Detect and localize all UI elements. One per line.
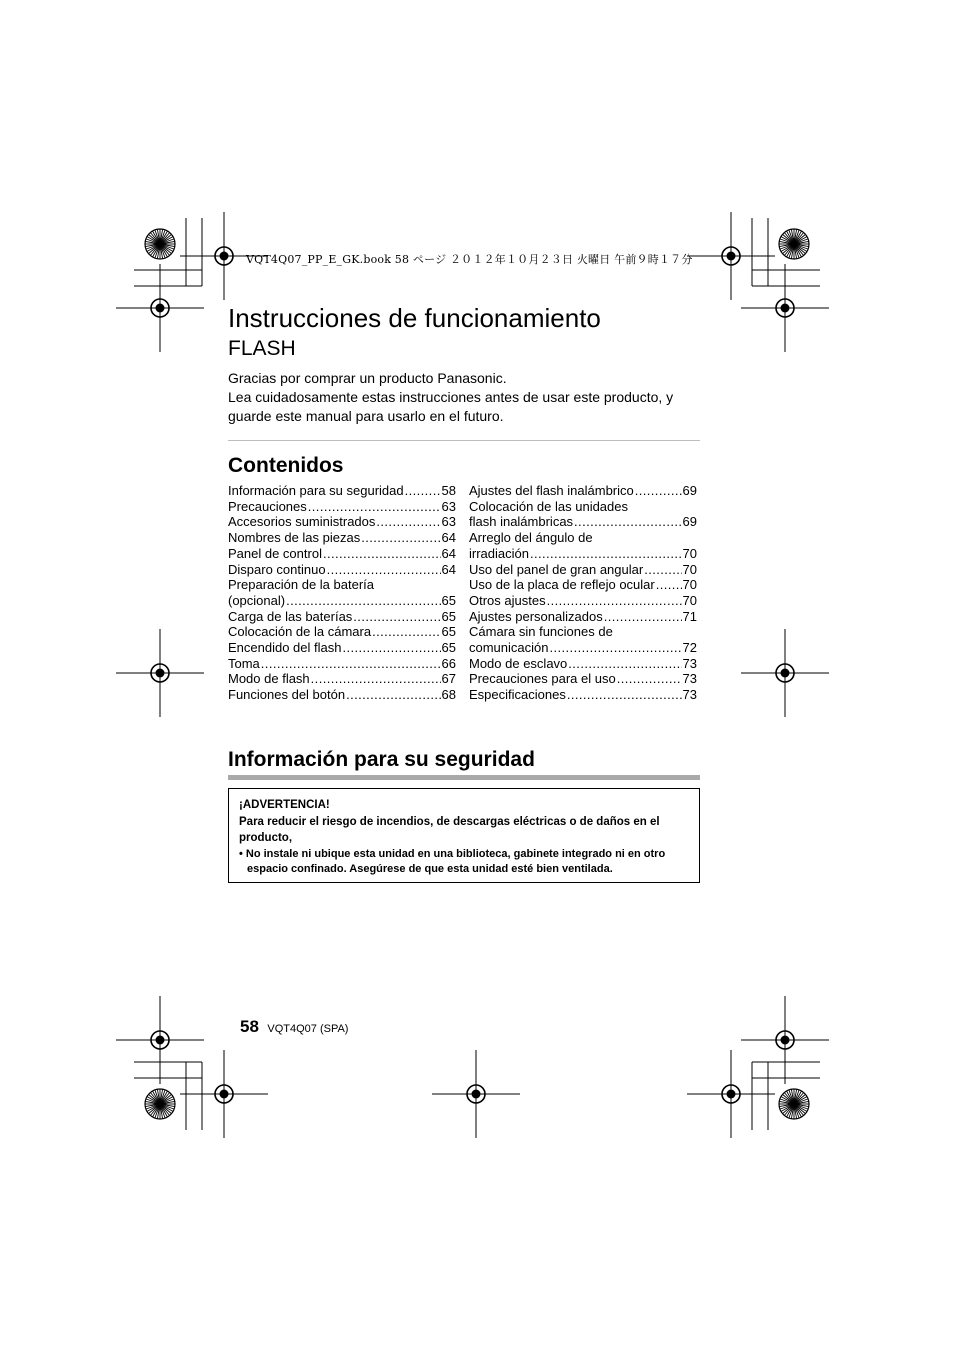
toc-entry-title-line: Cámara sin funciones de <box>469 624 613 640</box>
toc-entry-title: Información para su seguridad <box>228 483 404 498</box>
toc-leader-dots <box>604 609 682 625</box>
toc-column-right <box>469 483 697 703</box>
toc-leader-dots <box>574 514 681 530</box>
warning-title: ¡ADVERTENCIA! <box>239 799 330 811</box>
toc-entry-title: Modo de flash <box>228 671 310 687</box>
toc-leader-dots <box>617 671 682 687</box>
toc-entry-title: Funciones del botón <box>228 687 346 703</box>
crosshair-mark <box>180 1050 268 1138</box>
toc-entry-title: comunicación <box>469 640 549 656</box>
warning-bullet: • No instale ni ubique esta unidad en una biblioteca, gabinete integrado ni en otro espacio confinado. Asegúrese de que esta unidad esté bien ventilada. <box>239 847 666 875</box>
crosshair-mark <box>432 1050 520 1138</box>
toc-entry <box>228 687 456 703</box>
crosshair-mark <box>687 212 775 300</box>
toc-leader-dots <box>376 514 440 530</box>
crosshair-mark <box>741 996 829 1084</box>
toc-entry <box>228 483 456 499</box>
toc-entry-page: 70 <box>682 592 697 608</box>
toc-entry <box>228 530 456 546</box>
toc-entry-page: 63 <box>441 514 456 530</box>
toc-entry-title: Ajustes del flash inalámbrico <box>469 483 634 498</box>
toc-leader-dots <box>550 640 682 656</box>
toc-entry-title: Precauciones para el uso <box>469 671 616 687</box>
divider <box>228 440 700 441</box>
toc-entry-page: 65 <box>441 624 456 640</box>
toc-entry-title: Toma <box>228 655 260 671</box>
toc-entry-page: 66 <box>441 655 456 671</box>
toc-leader-dots <box>547 593 682 609</box>
toc-leader-dots <box>567 687 682 703</box>
warning-text: Para reducir el riesgo de incendios, de descargas eléctricas o de daños en el producto, <box>239 815 660 844</box>
toc-entry-page: 70 <box>682 577 697 593</box>
crosshair-mark <box>116 996 204 1084</box>
toc-entry <box>469 577 697 593</box>
toc-leader-dots <box>323 546 441 562</box>
starburst-mark <box>779 1089 809 1119</box>
toc-entry-title: irradiación <box>469 545 529 561</box>
toc-entry <box>469 656 697 672</box>
toc-entry <box>228 499 456 515</box>
toc-entry-title: Colocación de la cámara <box>228 624 372 640</box>
toc-entry <box>228 546 456 562</box>
toc-entry <box>469 687 697 703</box>
toc-entry-title: Disparo continuo <box>228 561 326 577</box>
toc-leader-dots <box>361 530 440 546</box>
toc-leader-dots <box>656 577 682 593</box>
page-title: Instrucciones de funcionamiento <box>228 303 601 333</box>
toc-entry-title-line: Colocación de las unidades <box>469 498 628 514</box>
toc-entry-page: 73 <box>682 687 697 703</box>
page-footer <box>240 1017 348 1037</box>
crosshair-mark <box>741 264 829 352</box>
toc-entry-page: 70 <box>682 561 697 577</box>
starburst-mark <box>145 229 175 259</box>
toc-entry-page: 64 <box>441 530 456 546</box>
toc-entry <box>469 562 697 578</box>
toc-entry-page: 72 <box>682 640 697 656</box>
toc-entry <box>228 593 456 609</box>
toc-entry-title: (opcional) <box>228 592 286 608</box>
toc-entry <box>469 483 697 499</box>
toc-leader-dots <box>346 687 440 703</box>
document-code: VQT4Q07 (SPA) <box>267 1023 349 1035</box>
toc-leader-dots <box>342 640 440 656</box>
toc-leader-dots <box>372 624 440 640</box>
toc-entry <box>228 656 456 672</box>
toc-leader-dots <box>568 656 681 672</box>
toc-entry <box>228 624 456 640</box>
toc-leader-dots <box>308 499 441 515</box>
starburst-mark <box>145 1089 175 1119</box>
toc-leader-dots <box>327 562 441 578</box>
toc-entry-page: 64 <box>441 545 456 561</box>
toc-entry-title: Precauciones <box>228 498 307 514</box>
toc-entry-page: 65 <box>441 640 456 656</box>
toc-entry <box>469 609 697 625</box>
print-header: VQT4Q07_PP_E_GK.book 58 ページ ２０１２年１０月２３日 火曜日 午前９時１７分 <box>246 253 693 266</box>
crosshair-mark <box>116 629 204 717</box>
toc-entry-title: Modo de esclavo <box>469 655 568 671</box>
toc-entry <box>469 671 697 687</box>
crosshair-mark <box>687 1050 775 1138</box>
toc-entry-title: Uso del panel de gran angular <box>469 561 644 577</box>
toc-leader-dots <box>311 671 441 687</box>
toc-leader-dots <box>644 562 681 578</box>
toc-entry-title: flash inalámbricas <box>469 514 574 530</box>
toc-entry <box>469 593 697 609</box>
crosshair-mark <box>116 264 204 352</box>
toc-entry-page: 58 <box>441 483 456 498</box>
toc-entry <box>469 546 697 562</box>
toc-entry-title-line: Preparación de la batería <box>228 577 374 593</box>
toc-entry-page: 71 <box>682 608 697 624</box>
toc-entry <box>469 640 697 656</box>
toc-entry-page: 73 <box>682 655 697 671</box>
toc-entry <box>228 640 456 656</box>
toc-leader-dots <box>530 546 682 562</box>
intro-line-1: Gracias por comprar un producto Panasonic. <box>228 370 507 386</box>
heading-underline <box>228 775 700 780</box>
toc-leader-dots <box>261 656 441 672</box>
toc-entry-title: Panel de control <box>228 545 322 561</box>
toc-entry-page: 69 <box>682 483 697 498</box>
toc-entry-page: 64 <box>441 561 456 577</box>
toc-entry <box>228 514 456 530</box>
safety-heading: Información para su seguridad <box>228 748 535 771</box>
toc-entry-title: Nombres de las piezas <box>228 530 361 546</box>
intro-line-2: Lea cuidadosamente estas instrucciones antes de usar este producto, y guarde este manual para usarlo en el futuro. <box>228 389 674 424</box>
page-number: 58 <box>240 1017 259 1036</box>
toc-leader-dots <box>405 483 441 499</box>
toc-entry-title: Ajustes personalizados <box>469 608 603 624</box>
toc-entry-page: 63 <box>441 498 456 514</box>
toc-entry-page: 65 <box>441 592 456 608</box>
warning-box <box>228 788 700 883</box>
product-name: FLASH <box>228 337 296 360</box>
toc-entry-title: Carga de las baterías <box>228 608 353 624</box>
toc-entry <box>228 671 456 687</box>
toc-entry-title: Otros ajustes <box>469 592 546 608</box>
intro-text <box>228 369 708 426</box>
toc-entry <box>469 514 697 530</box>
toc-entry-page: 69 <box>682 514 697 530</box>
crosshair-mark <box>741 629 829 717</box>
starburst-mark <box>779 229 809 259</box>
toc-entry-title: Especificaciones <box>469 687 566 703</box>
toc-leader-dots <box>353 609 440 625</box>
toc-entry <box>228 609 456 625</box>
toc-leader-dots <box>635 483 682 499</box>
toc-leader-dots <box>286 593 440 609</box>
toc-column-left <box>228 483 456 703</box>
toc-entry-page: 68 <box>441 687 456 703</box>
toc-entry-page: 65 <box>441 608 456 624</box>
toc-entry-page: 67 <box>441 671 456 687</box>
toc-entry-page: 73 <box>682 671 697 687</box>
toc-entry-title-line: Arreglo del ángulo de <box>469 530 593 546</box>
toc-entry-title: Encendido del flash <box>228 640 342 656</box>
toc-entry <box>228 562 456 578</box>
toc-entry-title: Uso de la placa de reflejo ocular <box>469 577 655 593</box>
contents-heading: Contenidos <box>228 454 344 477</box>
toc-entry-title: Accesorios suministrados <box>228 514 376 530</box>
toc-entry-page: 70 <box>682 545 697 561</box>
